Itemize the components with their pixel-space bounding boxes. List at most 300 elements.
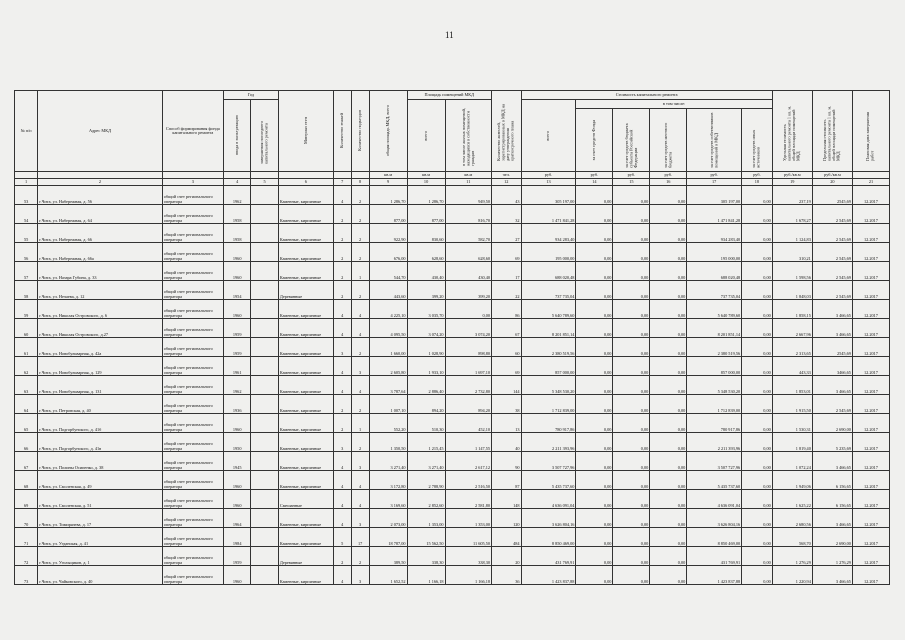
cell-ta: 922,90 xyxy=(369,224,407,243)
cell-rep xyxy=(251,262,278,281)
cell-aa: 1 028,90 xyxy=(407,338,445,357)
header-year-commission: ввода в эксплуатацию xyxy=(233,115,239,156)
cell-en: 4 xyxy=(351,300,369,319)
cell-mc: 2 545,69 xyxy=(812,205,852,224)
cell-walls: Каменные, кирпичные xyxy=(278,509,333,528)
cell-en: 2 xyxy=(351,547,369,566)
cell-co: 2 211 393,96 xyxy=(687,433,742,452)
table-row xyxy=(15,471,890,490)
cell-fl: 2 xyxy=(333,224,351,243)
cell-cl: 0,00 xyxy=(650,547,687,566)
column-number-cell: 13 xyxy=(521,179,576,186)
table-row xyxy=(15,357,890,376)
table-body xyxy=(15,186,890,585)
cell-dd: 12.2017 xyxy=(852,186,889,205)
cell-ct: 1 712 839,00 xyxy=(521,395,576,414)
cell-mc: 2 545,69 xyxy=(812,262,852,281)
cell-co: 8 850 469,00 xyxy=(687,528,742,547)
cell-fl: 2 xyxy=(333,395,351,414)
cell-rep xyxy=(251,319,278,338)
column-number-cell: 18 xyxy=(742,179,773,186)
cell-co: 3 507 727,96 xyxy=(687,452,742,471)
cell-walls: Каменные, кирпичные xyxy=(278,414,333,433)
cell-cf: 0,00 xyxy=(576,395,613,414)
cell-ao: 399,20 xyxy=(445,281,491,300)
header-cost-total: всего xyxy=(545,130,551,141)
cell-ao: 898,80 xyxy=(445,338,491,357)
cell-res: 60 xyxy=(492,338,522,357)
cell-ao: 949,50 xyxy=(445,186,491,205)
cell-fl: 4 xyxy=(333,319,351,338)
cell-cl: 0,00 xyxy=(650,186,687,205)
column-number-cell: 10 xyxy=(407,179,445,186)
cell-walls: Каменные, кирпичные xyxy=(278,186,333,205)
cell-cx: 0,00 xyxy=(742,186,773,205)
cell-ta: 4 095,50 xyxy=(369,319,407,338)
table-row xyxy=(15,490,890,509)
cell-walls: Каменные, кирпичные xyxy=(278,338,333,357)
cell-n: 71 xyxy=(15,528,38,547)
cell-addr: г.Чита, ул. Чайковского, д. 40 xyxy=(38,566,163,585)
cell-walls: Деревянные xyxy=(278,281,333,300)
cell-uc: 1 858,15 xyxy=(772,300,812,319)
cell-method: общий счет регионального оператора xyxy=(162,224,223,243)
page-number: 11 xyxy=(445,30,454,40)
cell-ct: 4 636 091,04 xyxy=(521,490,576,509)
cell-dd: 12.2017 xyxy=(852,395,889,414)
cell-addr: г.Чита, ул. Тимирязева, д. 17 xyxy=(38,509,163,528)
cell-ao: 2 516,50 xyxy=(445,471,491,490)
cell-cf: 0,00 xyxy=(576,433,613,452)
cell-res: 67 xyxy=(492,319,522,338)
unit-cell: руб. xyxy=(687,172,742,179)
header-method: Способ формирования фонда капитального ремонта xyxy=(162,91,223,172)
cell-ta: 2 073,00 xyxy=(369,509,407,528)
cell-cs: 0,00 xyxy=(613,395,650,414)
cell-ta: 2 605,80 xyxy=(369,357,407,376)
cell-year: 1964 xyxy=(223,509,250,528)
cell-cx: 0,00 xyxy=(742,395,773,414)
cell-cs: 0,00 xyxy=(613,281,650,300)
cell-co: 431 769,91 xyxy=(687,547,742,566)
cell-dd: 12.2017 xyxy=(852,205,889,224)
cell-cf: 0,00 xyxy=(576,509,613,528)
cell-cx: 0,00 xyxy=(742,414,773,433)
cell-ao: 1 697,10 xyxy=(445,357,491,376)
cell-fl: 2 xyxy=(333,205,351,224)
header-deadline-cell xyxy=(852,91,889,172)
cell-year: 1959 xyxy=(223,319,250,338)
column-number-cell: 5 xyxy=(251,179,278,186)
header-area-group: Площадь помещений МКД xyxy=(407,91,491,100)
cell-n: 63 xyxy=(15,376,38,395)
cell-co: 305 197,00 xyxy=(687,186,742,205)
cell-year: 1960 xyxy=(223,300,250,319)
cell-addr: г.Чита, ул. Новобульварная, д. 129 xyxy=(38,357,163,376)
cell-year: 1960 xyxy=(223,566,250,585)
cell-addr: г.Чита, ул. Петровская, д. 40 xyxy=(38,395,163,414)
cell-ta: 3 172,80 xyxy=(369,471,407,490)
cell-method: общий счет регионального оператора xyxy=(162,471,223,490)
cell-dd: 12.2017 xyxy=(852,262,889,281)
cell-ao: 2 617,12 xyxy=(445,452,491,471)
cell-dd: 12.2017 xyxy=(852,566,889,585)
cell-ta: 1 350,50 xyxy=(369,433,407,452)
cell-aa: 3 271,40 xyxy=(407,452,445,471)
cell-fl: 4 xyxy=(333,566,351,585)
table-row xyxy=(15,376,890,395)
cell-cl: 0,00 xyxy=(650,528,687,547)
cell-addr: г.Чита, ул. Подгорбунского, д. 41б xyxy=(38,414,163,433)
cell-ct: 195 000,00 xyxy=(521,243,576,262)
cell-cf: 0,00 xyxy=(576,566,613,585)
cell-cl: 0,00 xyxy=(650,338,687,357)
table-row xyxy=(15,452,890,471)
cell-year: 1959 xyxy=(223,547,250,566)
table-row xyxy=(15,319,890,338)
cell-fl: 2 xyxy=(333,262,351,281)
header-year-repair: завершения последнего капитального ремонта xyxy=(259,120,269,164)
cell-en: 3 xyxy=(351,452,369,471)
cell-uc: 1 678,27 xyxy=(772,205,812,224)
unit-cell xyxy=(278,172,333,179)
cell-cx: 0,00 xyxy=(742,433,773,452)
header-num: № п/п xyxy=(15,91,38,172)
cell-cs: 0,00 xyxy=(613,528,650,547)
cell-cs: 0,00 xyxy=(613,243,650,262)
cell-uc: 1 949,06 xyxy=(772,471,812,490)
cell-cl: 0,00 xyxy=(650,205,687,224)
cell-rep xyxy=(251,414,278,433)
cell-dd: 12.2017 xyxy=(852,319,889,338)
cell-ao: 430,40 xyxy=(445,262,491,281)
cell-aa: 1 166,18 xyxy=(407,566,445,585)
cell-mc: 3 466,65 xyxy=(812,566,852,585)
cell-ta: 676,00 xyxy=(369,243,407,262)
cell-ao: 1 353,00 xyxy=(445,509,491,528)
cell-cf: 0,00 xyxy=(576,471,613,490)
cell-cf: 0,00 xyxy=(576,452,613,471)
cell-n: 60 xyxy=(15,319,38,338)
column-number-cell: 21 xyxy=(852,179,889,186)
cell-ao: 582,70 xyxy=(445,224,491,243)
cell-cf: 0,00 xyxy=(576,243,613,262)
cell-cs: 0,00 xyxy=(613,433,650,452)
header-cost-local: за счет средств местного бюджета xyxy=(662,122,673,168)
cell-ct: 431 769,91 xyxy=(521,547,576,566)
cell-fl: 3 xyxy=(333,433,351,452)
header-incl: в том числе: xyxy=(576,100,772,109)
cell-addr: г.Чита, ул. Николая Островского, д.27 xyxy=(38,319,163,338)
cell-cs: 0,00 xyxy=(613,414,650,433)
cell-ct: 5 348 530,20 xyxy=(521,376,576,395)
cell-aa: 877,00 xyxy=(407,205,445,224)
cell-cs: 0,00 xyxy=(613,224,650,243)
cell-en: 2 xyxy=(351,186,369,205)
cell-walls: Каменные, кирпичные xyxy=(278,433,333,452)
cell-cx: 0,00 xyxy=(742,357,773,376)
cell-ct: 8 850 469,00 xyxy=(521,528,576,547)
cell-year: 1962 xyxy=(223,376,250,395)
cell-dd: 12.2017 xyxy=(852,509,889,528)
cell-uc: 1 530,31 xyxy=(772,414,812,433)
cell-rep xyxy=(251,452,278,471)
cell-ct: 1 423 837,88 xyxy=(521,566,576,585)
cell-dd: 12.2017 xyxy=(852,224,889,243)
cell-cl: 0,00 xyxy=(650,566,687,585)
header-cost-subject-cell xyxy=(613,109,650,172)
cell-mc: 2 545,69 xyxy=(812,224,852,243)
table-row xyxy=(15,547,890,566)
cell-dd: 12.2017 xyxy=(852,300,889,319)
cell-n: 72 xyxy=(15,547,38,566)
cell-n: 53 xyxy=(15,186,38,205)
cell-fl: 4 xyxy=(333,452,351,471)
header-residents: Количество жителей, зарегистрированных в МКД на дату утверждения краткосрочного плана xyxy=(496,104,515,161)
cell-res: 38 xyxy=(492,395,522,414)
cell-res: 120 xyxy=(492,509,522,528)
cell-dd: 12.2017 xyxy=(852,452,889,471)
cell-uc: 1 853,01 xyxy=(772,376,812,395)
unit-cell xyxy=(38,172,163,179)
cell-walls: Смешанные xyxy=(278,490,333,509)
cell-res: 20 xyxy=(492,547,522,566)
cell-en: 2 xyxy=(351,224,369,243)
cell-mc: 5 235,69 xyxy=(812,433,852,452)
cell-en: 2 xyxy=(351,281,369,300)
cell-n: 66 xyxy=(15,433,38,452)
cell-rep xyxy=(251,224,278,243)
cell-year: 1959 xyxy=(223,338,250,357)
cell-cl: 0,00 xyxy=(650,509,687,528)
cell-uc: 2 313,65 xyxy=(772,338,812,357)
cell-uc: 1 598,56 xyxy=(772,262,812,281)
header-area-total-cell xyxy=(407,100,445,172)
header-year-commission-cell xyxy=(223,100,250,172)
cell-cl: 0,00 xyxy=(650,357,687,376)
cell-uc: 1 915,50 xyxy=(772,395,812,414)
cell-ta: 877,00 xyxy=(369,205,407,224)
cell-cs: 0,00 xyxy=(613,300,650,319)
cell-res: 69 xyxy=(492,357,522,376)
capital-repair-table xyxy=(14,90,890,585)
cell-aa: 3 074,20 xyxy=(407,319,445,338)
cell-cl: 0,00 xyxy=(650,300,687,319)
cell-cs: 0,00 xyxy=(613,186,650,205)
cell-cf: 0,00 xyxy=(576,262,613,281)
header-cost-group: Стоимость капитального ремонта xyxy=(521,91,772,100)
cell-ao: 628,60 xyxy=(445,243,491,262)
cell-rep xyxy=(251,433,278,452)
cell-cf: 0,00 xyxy=(576,205,613,224)
cell-mc: 3 466,65 xyxy=(812,509,852,528)
cell-method: общий счет регионального оператора xyxy=(162,281,223,300)
cell-cl: 0,00 xyxy=(650,376,687,395)
header-cost-fund-cell xyxy=(576,109,613,172)
unit-cell: руб./кв.м xyxy=(772,172,812,179)
header-walls: Материал стен xyxy=(302,117,308,145)
cell-method: общий счет регионального оператора xyxy=(162,205,223,224)
cell-fl: 2 xyxy=(333,281,351,300)
cell-ta: 552,20 xyxy=(369,414,407,433)
cell-res: 22 xyxy=(492,281,522,300)
cell-addr: г.Чита, ул. Набережная, д. 64 xyxy=(38,205,163,224)
cell-co: 1 712 839,00 xyxy=(687,395,742,414)
cell-rep xyxy=(251,509,278,528)
cell-addr: г.Чита, ул. Набережная, д. 56 xyxy=(38,186,163,205)
unit-cell: чел. xyxy=(492,172,522,179)
cell-ta: 1 652,52 xyxy=(369,566,407,585)
cell-ct: 305 197,00 xyxy=(521,186,576,205)
cell-addr: г.Чита, ул. Набережная, д. 66а xyxy=(38,243,163,262)
cell-rep xyxy=(251,338,278,357)
cell-uc: 1 848,03 xyxy=(772,281,812,300)
column-number-cell: 19 xyxy=(772,179,812,186)
cell-en: 1 xyxy=(351,262,369,281)
cell-cx: 0,00 xyxy=(742,566,773,585)
cell-addr: г.Чита, ул. Новобульварная, д. 131 xyxy=(38,376,163,395)
cell-co: 934 283,40 xyxy=(687,224,742,243)
table-row xyxy=(15,566,890,585)
cell-walls: Каменные, кирпичные xyxy=(278,262,333,281)
unit-cell: руб. xyxy=(742,172,773,179)
cell-cf: 0,00 xyxy=(576,547,613,566)
cell-cl: 0,00 xyxy=(650,262,687,281)
column-number-cell: 2 xyxy=(38,179,163,186)
cell-walls: Каменные, кирпичные xyxy=(278,224,333,243)
cell-cl: 0,00 xyxy=(650,281,687,300)
cell-cx: 0,00 xyxy=(742,281,773,300)
cell-aa: 430,40 xyxy=(407,262,445,281)
cell-rep xyxy=(251,528,278,547)
cell-walls: Каменные, кирпичные xyxy=(278,205,333,224)
cell-en: 2 xyxy=(351,205,369,224)
cell-walls: Каменные, кирпичные xyxy=(278,300,333,319)
column-number-cell: 16 xyxy=(650,179,687,186)
column-number-cell: 17 xyxy=(687,179,742,186)
cell-ta: 443,60 xyxy=(369,281,407,300)
unit-cell xyxy=(162,172,223,179)
cell-cl: 0,00 xyxy=(650,243,687,262)
cell-rep xyxy=(251,281,278,300)
cell-mc: 2 690,00 xyxy=(812,414,852,433)
cell-en: 3 xyxy=(351,566,369,585)
header-cost-fund: за счет средств Фонда xyxy=(591,119,597,161)
cell-fl: 3 xyxy=(333,338,351,357)
cell-year: 1958 xyxy=(223,205,250,224)
cell-addr: г.Чита, ул. Подгорбунского, д. 41в xyxy=(38,433,163,452)
cell-method: общий счет регионального оператора xyxy=(162,452,223,471)
cell-mc: 2 690,00 xyxy=(812,528,852,547)
cell-n: 65 xyxy=(15,414,38,433)
cell-res: 90 xyxy=(492,452,522,471)
cell-cs: 0,00 xyxy=(613,471,650,490)
cell-ao: 1 147,55 xyxy=(445,433,491,452)
cell-n: 54 xyxy=(15,205,38,224)
header-max-cost: Предельная стоимость капитального ремонта 1 кв. м. общей площади помещений МКД xyxy=(822,105,841,161)
cell-ao: 0,00 xyxy=(445,300,491,319)
cell-fl: 2 xyxy=(333,547,351,566)
cell-en: 2 xyxy=(351,338,369,357)
header-max-cost-cell xyxy=(812,91,852,172)
column-number-cell: 11 xyxy=(445,179,491,186)
cell-cx: 0,00 xyxy=(742,224,773,243)
cell-year: 1960 xyxy=(223,262,250,281)
cell-uc: 1 625,22 xyxy=(772,490,812,509)
cell-cl: 0,00 xyxy=(650,319,687,338)
cell-aa: 1 215,45 xyxy=(407,433,445,452)
cell-res: 86 xyxy=(492,300,522,319)
cell-cf: 0,00 xyxy=(576,357,613,376)
column-number-cell: 1 xyxy=(15,179,38,186)
header-address: Адрес МКД xyxy=(38,91,163,172)
cell-n: 67 xyxy=(15,452,38,471)
header-unit-cost-cell xyxy=(772,91,812,172)
unit-cell xyxy=(251,172,278,179)
table-row xyxy=(15,414,890,433)
column-number-cell: 9 xyxy=(369,179,407,186)
cell-en: 3 xyxy=(351,357,369,376)
cell-dd: 12.2017 xyxy=(852,433,889,452)
cell-n: 73 xyxy=(15,566,38,585)
cell-uc: 310,21 xyxy=(772,243,812,262)
cell-en: 2 xyxy=(351,395,369,414)
cell-method: общий счет регионального оператора xyxy=(162,243,223,262)
cell-rep xyxy=(251,490,278,509)
cell-cf: 0,00 xyxy=(576,281,613,300)
cell-rep xyxy=(251,300,278,319)
cell-cx: 0,00 xyxy=(742,547,773,566)
cell-cx: 0,00 xyxy=(742,243,773,262)
cell-fl: 4 xyxy=(333,509,351,528)
cell-ct: 780 917,86 xyxy=(521,414,576,433)
cell-ta: 1 286,70 xyxy=(369,186,407,205)
header-area-owned-cell xyxy=(445,100,491,172)
cell-res: 144 xyxy=(492,376,522,395)
cell-dd: 12.2017 xyxy=(852,490,889,509)
unit-cell xyxy=(15,172,38,179)
units-row xyxy=(15,172,890,179)
cell-year: 1984 xyxy=(223,528,250,547)
cell-cx: 0,00 xyxy=(742,490,773,509)
cell-walls: Каменные, кирпичные xyxy=(278,376,333,395)
cell-cf: 0,00 xyxy=(576,528,613,547)
cell-cf: 0,00 xyxy=(576,338,613,357)
cell-ta: 3 787,64 xyxy=(369,376,407,395)
header-entrances: Количество подъездов xyxy=(356,110,362,152)
header-cost-other-cell xyxy=(742,109,773,172)
cell-fl: 5 xyxy=(333,528,351,547)
cell-cf: 0,00 xyxy=(576,490,613,509)
column-number-cell: 3 xyxy=(162,179,223,186)
cell-uc: 1 819,40 xyxy=(772,433,812,452)
cell-uc: 1 276,29 xyxy=(772,547,812,566)
cell-dd: 12.2017 xyxy=(852,528,889,547)
cell-addr: г.Чита, ул. Набережная, д. 66 xyxy=(38,224,163,243)
cell-co: 8 201 851,14 xyxy=(687,319,742,338)
cell-ao: 3 074,20 xyxy=(445,319,491,338)
cell-year: 1960 xyxy=(223,471,250,490)
cell-en: 3 xyxy=(351,509,369,528)
cell-cx: 0,00 xyxy=(742,205,773,224)
cell-co: 688 020,48 xyxy=(687,262,742,281)
unit-cell: кв.м xyxy=(445,172,491,179)
cell-dd: 12.2017 xyxy=(852,414,889,433)
cell-cl: 0,00 xyxy=(650,452,687,471)
cell-year: 1945 xyxy=(223,452,250,471)
cell-method: общий счет регионального оператора xyxy=(162,376,223,395)
unit-cell: руб./кв.м xyxy=(812,172,852,179)
